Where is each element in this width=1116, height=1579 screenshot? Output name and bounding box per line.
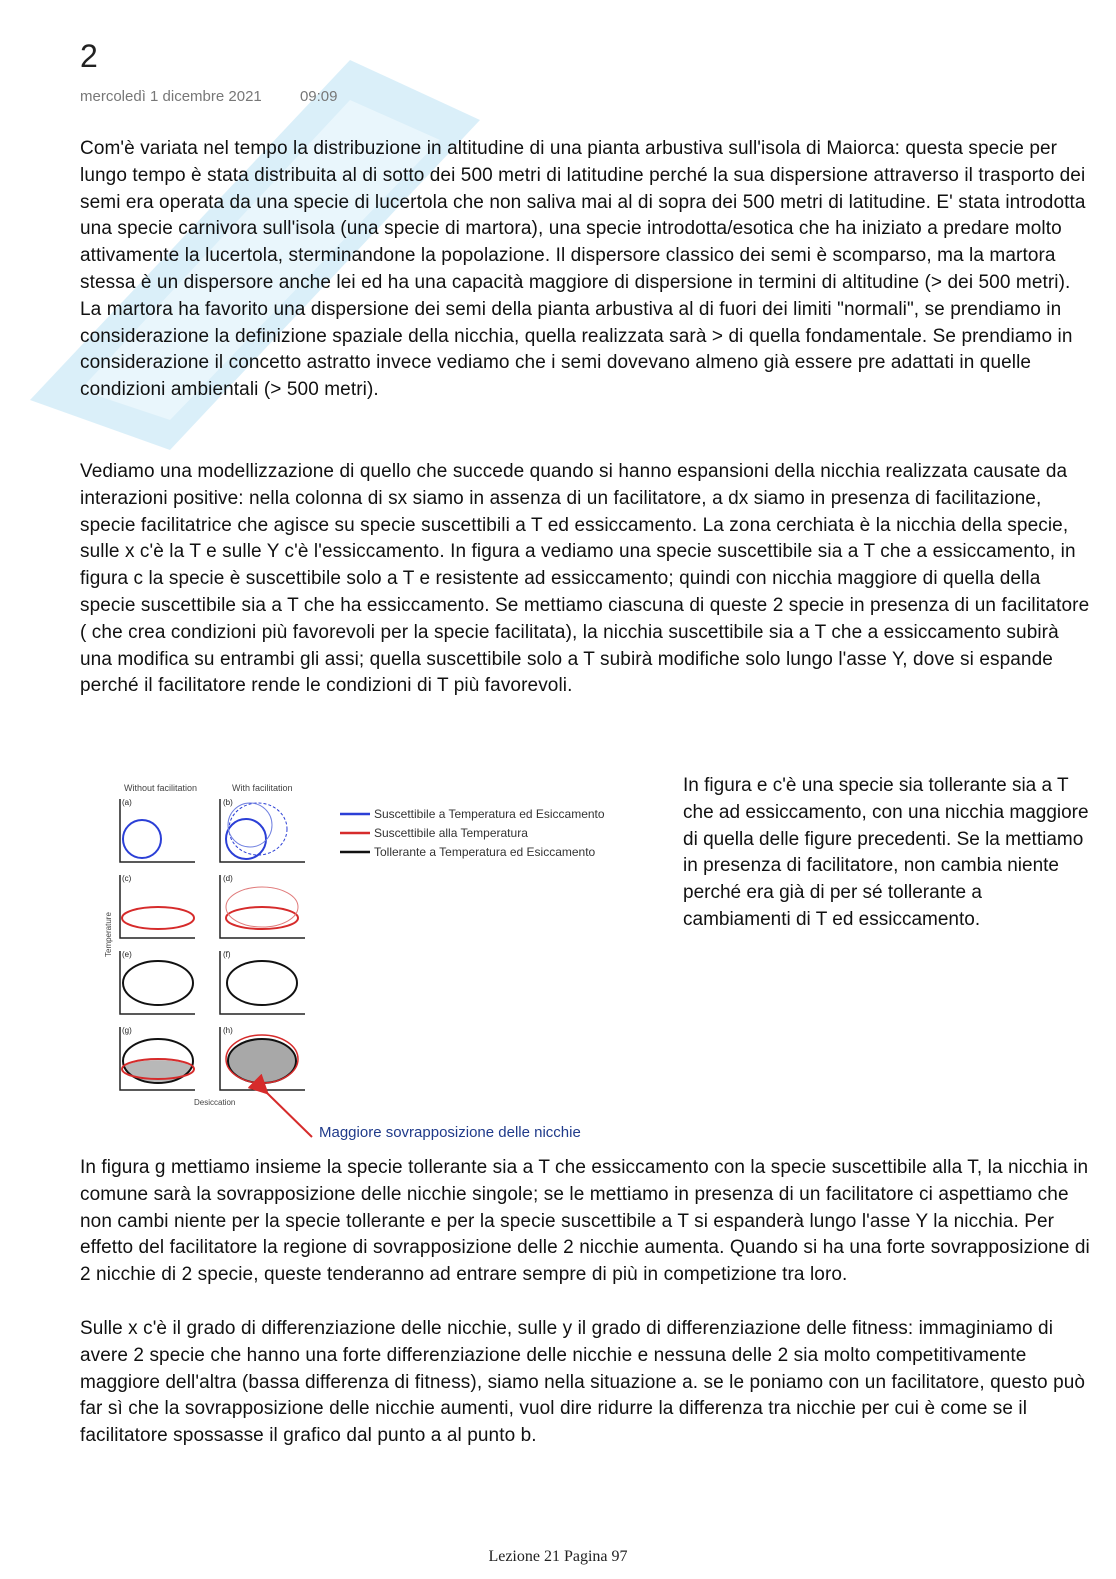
legend-black-label: Tollerante a Temperatura ed Esiccamento (374, 845, 596, 859)
panel-f-label: (f) (223, 950, 231, 959)
paragraph-4: In figura g mettiamo insieme la specie tollerante sia a T che essiccamento con la specie suscettibile alla T, la nicchia in comune sarà la sovrapposizione delle nicchie singole; se le mettiamo in presenza di un facilitatore ci aspettiamo che non cambi niente per la specie tollerante e per la specie suscettibile a T si espanderà lungo l'asse Y la nicchia. Per effetto del facilitatore la regione di sovrapposizione delle 2 nicchie aumenta. Quando si ha una forte sovrapposizione di 2 nicchie di 2 specie, queste tenderanno ad entrare sempre di più in competizione tra loro. (80, 1157, 1090, 1286)
col-right-label: With facilitation (232, 783, 293, 793)
panel-d-label: (d) (223, 874, 233, 883)
col-left-label: Without facilitation (124, 783, 198, 793)
panel-d-niche (226, 907, 298, 929)
panel-h-label: (h) (223, 1026, 233, 1035)
page-time: 09:09 (299, 88, 338, 105)
panel-c-label: (c) (122, 874, 132, 883)
panel-c-niche (122, 907, 194, 929)
panel-a-label: (a) (122, 798, 132, 807)
page-meta (80, 88, 337, 105)
panel-e-niche (123, 961, 193, 1005)
legend-red-label: Suscettibile alla Temperatura (374, 826, 528, 840)
paragraph-5: Sulle x c'è il grado di differenziazione delle nicchie, sulle y il grado di differenziazione delle fitness: immaginiamo di avere 2 specie che hanno una forte differenziazione delle nicchie e nessuna delle 2 sia molto competitivamente maggiore dell'altra (bassa differenza di fitness), siamo nella situazione a. se le poniamo con un facilitatore, questo può far sì che la sovrapposizione delle nicchie aumenti, vuol dire ridurre la differenza tra nicchie per cui è come se il facilitatore spossasse il grafico dal punto a al punto b. (80, 1318, 1086, 1447)
panel-g-label: (g) (122, 1026, 132, 1035)
x-axis-label: Desiccation (194, 1098, 236, 1107)
paragraph-1: Com'è variata nel tempo la distribuzione in altitudine di una pianta arbustiva sull'isola di Maiorca: questa specie per lungo tempo è stata distribuita al di sotto dei 500 metri di latitudine perché la sua dispersione attraverso il trasporto dei semi era operata da una specie di lucertola che non saliva mai al di sopra dei 500 metri di latitudine. E' stata introdotta una specie carnivora sull'isola (una specie di martora), una specie introdotta/esotica che ha iniziato a predare molto attivamente la lucertola, sterminandone la popolazione. Il dispersore classico dei semi è scomparso, ma la martora stessa è un dispersore anche lei ed ha una capacità maggiore di dispersione in termini di altitudine (> dei 500 metri). La martora ha favorito una dispersione dei semi della pianta arbustiva al di fuori dei limiti "normali", se prendiamo in considerazione la definizione spaziale della nicchia, quella realizzata sarà > di quella fondamentale. Se prendiamo in considerazione il concetto astratto invece vediamo che i semi dovevano almeno già essere pre adattati in quelle condizioni ambientali (> 500 metri). (80, 138, 1086, 401)
page-title: 2 (80, 38, 98, 74)
panel-g-overlap (124, 1060, 192, 1084)
figure-caption: Maggiore sovrapposizione delle nicchie (319, 1124, 581, 1141)
paragraph-3: In figura e c'è una specie sia tollerante sia a T che ad essiccamento, con una nicchia maggiore di quella delle figure precedenti. Se la mettiamo in presenza di facilitatore, non cambia niente perché era già di per sé tollerante a cambiamenti di T ed essiccamento. (683, 775, 1089, 930)
paragraph-2: Vediamo una modellizzazione di quello che succede quando si hanno espansioni della nicchia realizzata causate da interazioni positive: nella colonna di sx siamo in assenza di un facilitatore, a dx siamo in presenza di facilitazione, specie facilitatrice che agisce su specie suscettibili a T ed essiccamento. La zona cerchiata è la nicchia della specie, sulle x c'è la T e sulle Y c'è l'essiccamento. In figura a vediamo una specie suscettibile sia a T che a essiccamento, in figura c la specie è suscettibile solo a T e resistente ad essiccamento; quindi con nicchia maggiore di quella della specie suscettibile sia a T che ha essiccamento. Se mettiamo ciascuna di queste 2 specie in presenza di un facilitatore ( che crea condizioni più favorevoli per la specie facilitata), la nicchia suscettibile sia a T che a essiccamento subirà una modifica su entrambi gli assi; quella suscettibile solo a T subirà modifiche solo lungo l'asse Y, dove si espande perché il facilitatore rende le condizioni di T più favorevoli. (80, 461, 1090, 697)
panel-a-axes (120, 799, 195, 862)
niche-figure (100, 775, 660, 1150)
page-footer: Lezione 21 Pagina 97 (488, 1548, 628, 1565)
panel-b-expanded-niche (229, 803, 287, 855)
panel-f-niche (227, 961, 297, 1005)
panel-e-label: (e) (122, 950, 132, 959)
overlap-arrow (266, 1092, 312, 1137)
y-axis-label: Temperature (104, 912, 113, 957)
panel-b-axes (220, 799, 305, 862)
panel-b-label: (b) (223, 798, 233, 807)
panel-b-expanded-niche-2 (228, 803, 272, 847)
page-date: mercoledì 1 dicembre 2021 (80, 88, 262, 105)
panel-a-niche (123, 820, 161, 858)
legend-blue-label: Suscettibile a Temperatura ed Esiccamento (374, 807, 605, 821)
